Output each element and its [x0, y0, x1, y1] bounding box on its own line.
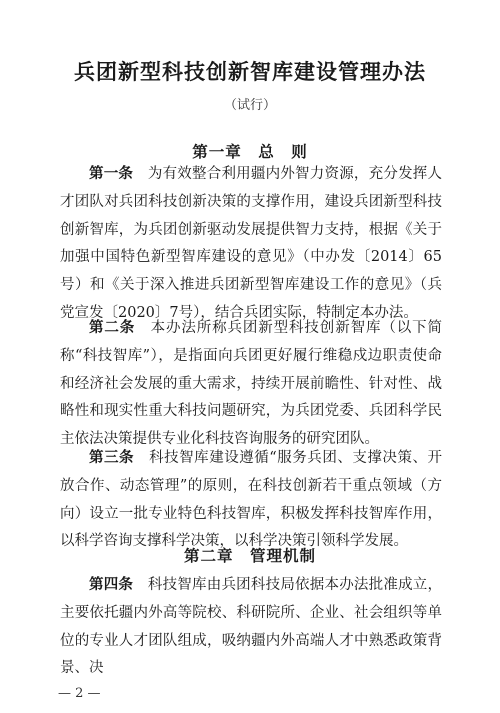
article-text: 本办法所称兵团新型科技创新智库（以下简称“科技智库”），是指面向兵团更好履行维稳戍边职责使命和经济社会发展的重大需求，持续开展前瞻性、针对性、战略性和现实性重大科技问题研究，为兵团党委、兵团科学民主依法决策提供专业化科技咨询服务的研究团队。 [60, 320, 443, 448]
chapter-heading: 第一章 总 则 [192, 142, 308, 161]
article-paragraph [60, 160, 442, 328]
article-paragraph [60, 444, 442, 556]
article-label: 第二条 [89, 319, 136, 336]
article-paragraph [60, 314, 442, 454]
article-label: 第三条 [89, 449, 135, 466]
document-title: 兵团新型科技创新智库建设管理办法 [74, 59, 426, 84]
article-text: 科技智库由兵团科技局依据本办法批准成立，主要依托疆内外高等院校、科研院所、企业、社会组织等单位的专业人才团队组成，吸纳疆内外高端人才中熟悉政策背景、决 [60, 577, 443, 677]
article-paragraph [60, 571, 442, 683]
chapter-heading: 第二章 管理机制 [183, 546, 316, 565]
document-subtitle: （试行） [223, 98, 276, 113]
page-number: — 2 — [58, 686, 101, 701]
article-label: 第一条 [89, 165, 134, 182]
article-label: 第四条 [89, 576, 134, 593]
article-text: 为有效整合利用疆内外智力资源，充分发挥人才团队对兵团科技创新决策的支撑作用，建设兵团新型科技创新智库，为兵团创新驱动发展提供智力支持，根据《关于加强中国特色新型智库建设的意见》（中办发〔2014〕65号）和《关于深入推进兵团新型智库建设工作的意见》（兵党宣发〔2020〕7号），结合兵团实际，特制定本办法。 [60, 166, 443, 321]
article-text: 科技智库建设遵循“服务兵团、支撑决策、开放合作、动态管理”的原则，在科技创新若干重点领域（方向）设立一批专业特色科技智库，积极发挥科技智库作用，以科学咨询支撑科学决策，以科学决策引领科学发展。 [60, 450, 442, 550]
